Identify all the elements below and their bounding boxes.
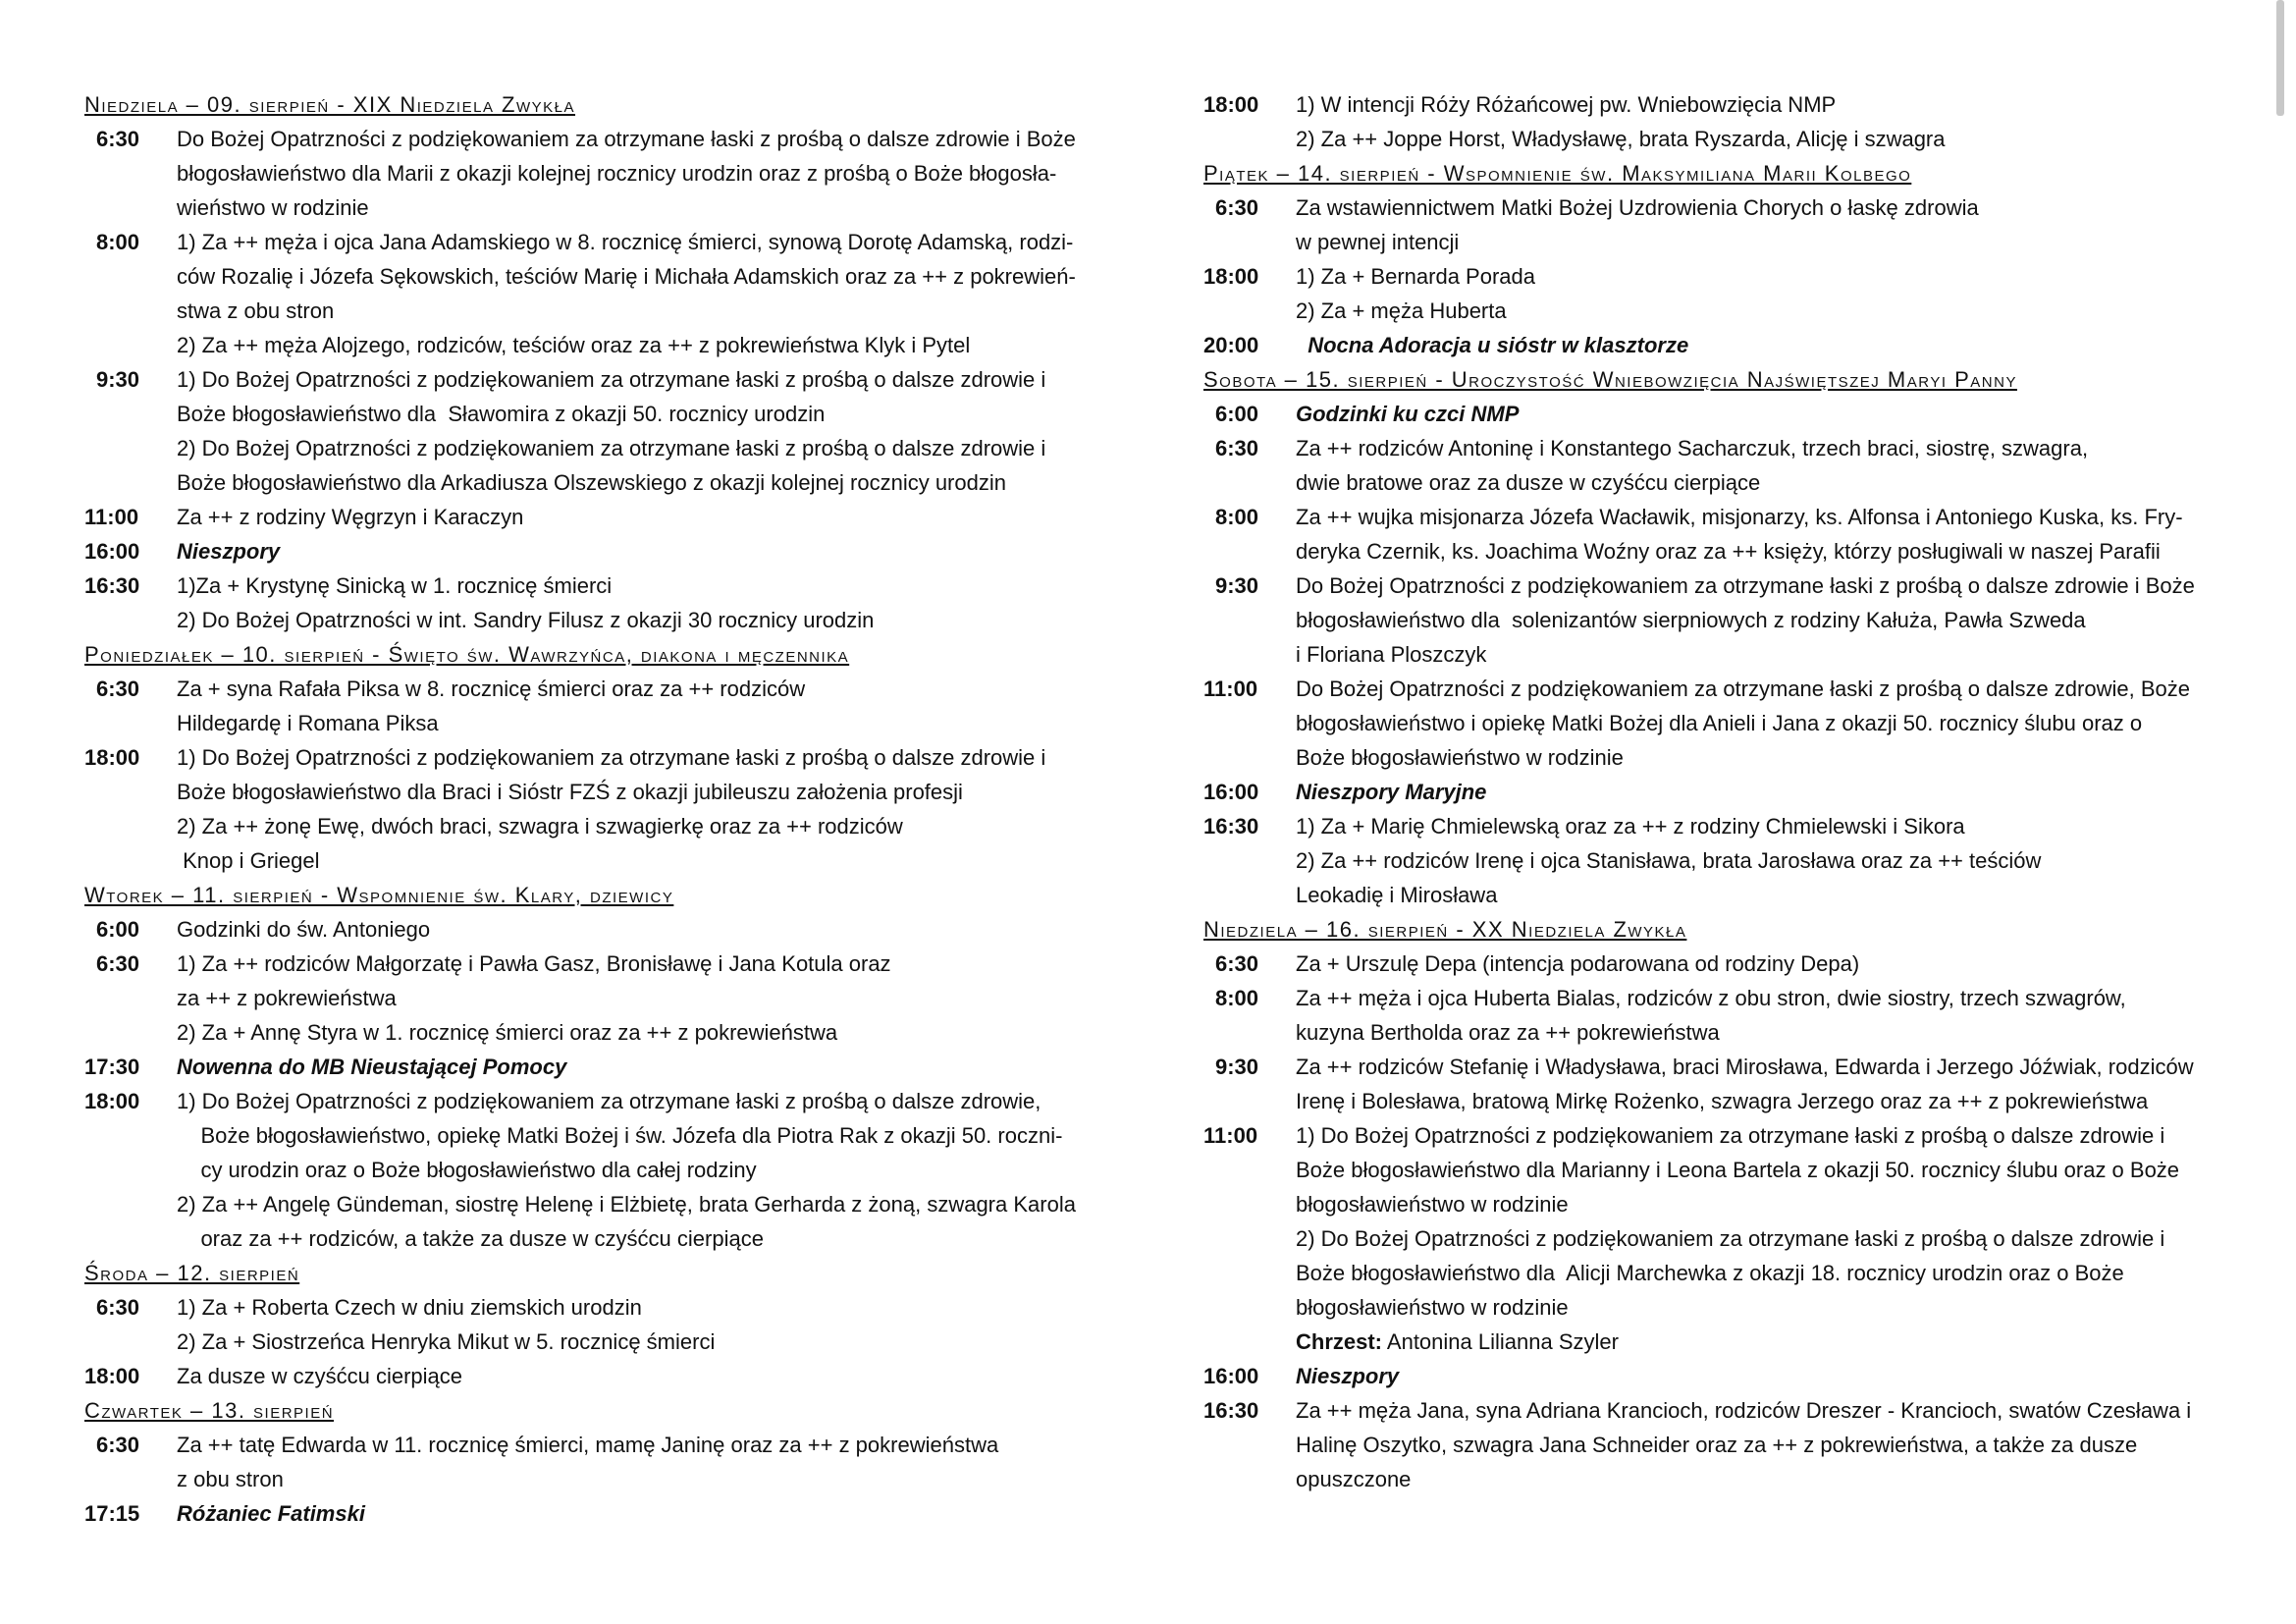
mass-intention — [1296, 500, 2222, 568]
mass-time: 6:30 — [96, 677, 140, 701]
mass-entry — [1203, 431, 2222, 500]
mass-entry — [84, 1050, 1105, 1084]
mass-entry — [1203, 328, 2222, 362]
mass-intention — [1296, 87, 2222, 156]
mass-entry — [1203, 87, 2222, 156]
mass-time: 16:00 — [1203, 1364, 1259, 1388]
intention-line: 1) Za + Bernarda Porada — [1296, 264, 1535, 289]
intention-line: 1) Za ++ rodziców Małgorzatę i Pawła Gasz, Bronisławę i Jana Kotula oraz — [177, 951, 891, 976]
mass-entry — [1203, 397, 2222, 431]
baptism-label: Chrzest: — [1296, 1329, 1383, 1354]
mass-intention — [1296, 947, 2222, 981]
mass-time: 6:30 — [96, 951, 140, 976]
mass-intention — [1296, 672, 2222, 775]
intention-line: opuszczone — [1296, 1467, 1412, 1491]
mass-entry — [1203, 809, 2222, 912]
intention-line: błogosławieństwo w rodzinie — [1296, 1192, 1569, 1217]
intention-line: Boże błogosławieństwo w rodzinie — [1296, 745, 1624, 770]
intention-line: Za ++ rodziców Antoninę i Konstantego Sacharczuk, trzech braci, siostrę, szwagra, — [1296, 436, 2089, 460]
mass-entry — [1203, 568, 2222, 672]
intention-line: wieństwo w rodzinie — [177, 195, 369, 220]
mass-entry — [1203, 1393, 2222, 1496]
mass-entry — [1203, 1118, 2222, 1359]
intention-line: 1) Za + Roberta Czech w dniu ziemskich urodzin — [177, 1295, 642, 1320]
mass-time: 8:00 — [96, 230, 140, 254]
day-header: Środa – 12. sierpień — [84, 1261, 300, 1285]
day-header: Wtorek – 11. sierpień - Wspomnienie św. Klary, dziewicy — [84, 883, 674, 907]
intention-line: 2) Do Bożej Opatrzności z podziękowaniem za otrzymane łaski z prośbą o dalsze zdrowie i — [1296, 1226, 2165, 1251]
intention-line: Nieszpory — [1296, 1364, 1400, 1388]
baptism-name: Antonina Lilianna Szyler — [1382, 1329, 1619, 1354]
mass-intention — [1296, 1393, 2222, 1496]
mass-entry — [1203, 259, 2222, 328]
intention-line: Różaniec Fatimski — [177, 1501, 365, 1526]
mass-intention — [1296, 568, 2222, 672]
mass-intention — [1296, 397, 2222, 431]
mass-time: 18:00 — [84, 1089, 140, 1113]
intention-line: Za ++ męża Jana, syna Adriana Krancioch, rodziców Dreszer - Krancioch, swatów Czesława i — [1296, 1398, 2192, 1423]
mass-intention — [177, 225, 1105, 362]
mass-intention — [1296, 1050, 2222, 1118]
right-column — [1203, 87, 2222, 1496]
mass-intention — [177, 500, 1105, 534]
mass-entry — [1203, 1359, 2222, 1393]
intention-line: 1) Za + Marię Chmielewską oraz za ++ z rodziny Chmielewski i Sikora — [1296, 814, 1965, 839]
mass-time: 16:30 — [84, 573, 140, 598]
intention-line: 1) Do Bożej Opatrzności z podziękowaniem za otrzymane łaski z prośbą o dalsze zdrowie i — [1296, 1123, 2165, 1148]
intention-line: Godzinki do św. Antoniego — [177, 917, 431, 942]
intention-line: dwie bratowe oraz za dusze w czyśćcu cierpiące — [1296, 470, 1761, 495]
left-column — [84, 87, 1105, 1531]
mass-time: 16:30 — [1203, 1398, 1259, 1423]
mass-time: 18:00 — [1203, 92, 1259, 117]
mass-time: 9:30 — [1215, 573, 1259, 598]
mass-intention — [1296, 1118, 2222, 1359]
day-header: Piątek – 14. sierpień - Wspomnienie św. Maksymiliana Marii Kolbego — [1203, 161, 1912, 186]
intention-line: Za + Urszulę Depa (intencja podarowana od rodziny Depa) — [1296, 951, 1860, 976]
intention-line: Nieszpory — [177, 539, 281, 564]
intention-line: Do Bożej Opatrzności z podziękowaniem za otrzymane łaski z prośbą o dalsze zdrowie i Boże — [177, 127, 1076, 151]
mass-intention — [177, 362, 1105, 500]
mass-entry — [84, 1359, 1105, 1393]
intention-line: błogosławieństwo w rodzinie — [1296, 1295, 1569, 1320]
intention-line: z obu stron — [177, 1467, 284, 1491]
mass-time: 16:00 — [84, 539, 140, 564]
intention-line: 2) Do Bożej Opatrzności z podziękowaniem za otrzymane łaski z prośbą o dalsze zdrowie i — [177, 436, 1046, 460]
mass-intention — [177, 912, 1105, 947]
intention-line: 2) Za + męża Huberta — [1296, 298, 1507, 323]
intention-line: Za ++ męża i ojca Huberta Bialas, rodziców z obu stron, dwie siostry, trzech szwagrów, — [1296, 986, 2126, 1010]
mass-entry — [1203, 1050, 2222, 1118]
mass-entry — [1203, 672, 2222, 775]
day-header: Niedziela – 09. sierpień - XIX Niedziela Zwykła — [84, 92, 576, 117]
intention-line: Halinę Oszytko, szwagra Jana Schneider oraz za ++ z pokrewieństwa, a także za dusze — [1296, 1433, 2138, 1457]
mass-time: 11:00 — [84, 505, 139, 529]
intention-line: 1) Za ++ męża i ojca Jana Adamskiego w 8. rocznicę śmierci, synową Dorotę Adamską, rodzi- — [177, 230, 1074, 254]
mass-intention — [177, 1084, 1105, 1256]
intention-line: Do Bożej Opatrzności z podziękowaniem za otrzymane łaski z prośbą o dalsze zdrowie, Boże — [1296, 677, 2190, 701]
mass-intention — [1296, 1359, 2222, 1393]
mass-entry — [84, 947, 1105, 1050]
mass-intention — [1296, 259, 2222, 328]
intention-line: Za ++ tatę Edwarda w 11. rocznicę śmierci, mamę Janinę oraz za ++ z pokrewieństwa — [177, 1433, 999, 1457]
intention-line: Boże błogosławieństwo dla Arkadiusza Olszewskiego z okazji kolejnej rocznicy urodzin — [177, 470, 1006, 495]
mass-time: 6:30 — [96, 1433, 140, 1457]
mass-time: 11:00 — [1203, 1123, 1258, 1148]
mass-intention — [177, 1428, 1105, 1496]
mass-time: 6:30 — [1215, 195, 1259, 220]
mass-intention — [177, 740, 1105, 878]
intention-line: Boże błogosławieństwo dla Braci i Sióstr FZŚ z okazji jubileuszu założenia profesji — [177, 780, 963, 804]
mass-entry — [84, 1496, 1105, 1531]
intention-line: 2) Do Bożej Opatrzności w int. Sandry Filusz z okazji 30 rocznicy urodzin — [177, 608, 875, 632]
mass-intention — [177, 122, 1105, 225]
mass-entry — [84, 362, 1105, 500]
mass-intention — [177, 1496, 1105, 1531]
intention-line: błogosławieństwo dla solenizantów sierpniowych z rodziny Kałuża, Pawła Szweda — [1296, 608, 2086, 632]
mass-intention — [177, 1359, 1105, 1393]
intention-line: Knop i Griegel — [177, 848, 320, 873]
mass-time: 17:15 — [84, 1501, 140, 1526]
mass-time: 6:30 — [1215, 436, 1259, 460]
mass-intention — [177, 1050, 1105, 1084]
mass-time: 16:30 — [1203, 814, 1259, 839]
intention-line: 1) Do Bożej Opatrzności z podziękowaniem za otrzymane łaski z prośbą o dalsze zdrowie, — [177, 1089, 1041, 1113]
mass-time: 18:00 — [84, 1364, 140, 1388]
intention-line: Za ++ wujka misjonarza Józefa Wacławik, misjonarzy, ks. Alfonsa i Antoniego Kuska, ks. Fry- — [1296, 505, 2183, 529]
intention-line: Nieszpory Maryjne — [1296, 780, 1487, 804]
intention-line: Do Bożej Opatrzności z podziękowaniem za otrzymane łaski z prośbą o dalsze zdrowie i Boże — [1296, 573, 2195, 598]
mass-time: 17:30 — [84, 1055, 140, 1079]
mass-entry — [1203, 190, 2222, 259]
mass-time: 6:30 — [1215, 951, 1259, 976]
intention-line: 1)Za + Krystynę Sinicką w 1. rocznicę śmierci — [177, 573, 613, 598]
intention-line: Hildegardę i Romana Piksa — [177, 711, 439, 735]
mass-entry — [1203, 947, 2222, 981]
mass-entry — [84, 534, 1105, 568]
mass-time: 20:00 — [1203, 333, 1259, 357]
day-header: Sobota – 15. sierpień - Uroczystość Wniebowzięcia Najświętszej Maryi Panny — [1203, 367, 2017, 392]
mass-time: 9:30 — [96, 367, 140, 392]
intention-line: 2) Za ++ rodziców Irenę i ojca Stanisława, brata Jarosława oraz za ++ teściów — [1296, 848, 2042, 873]
mass-intention — [1296, 431, 2222, 500]
day-header: Poniedziałek – 10. sierpień - Święto św. Wawrzyńca, diakona i męczennika — [84, 642, 850, 667]
day-header: Czwartek – 13. sierpień — [84, 1398, 335, 1423]
mass-time: 9:30 — [1215, 1055, 1259, 1079]
mass-intention — [1296, 775, 2222, 809]
mass-intention — [177, 1290, 1105, 1359]
intention-line: za ++ z pokrewieństwa — [177, 986, 397, 1010]
intention-line: 2) Za ++ Angelę Gündeman, siostrę Helenę i Elżbietę, brata Gerharda z żoną, szwagra Karola — [177, 1192, 1076, 1217]
mass-intention — [1296, 981, 2222, 1050]
intention-line: Nowenna do MB Nieustającej Pomocy — [177, 1055, 567, 1079]
intention-line: Irenę i Bolesława, bratową Mirkę Rożenko, szwagra Jerzego oraz za ++ z pokrewieństwa — [1296, 1089, 2149, 1113]
mass-time: 11:00 — [1203, 677, 1258, 701]
intention-line: Leokadię i Mirosława — [1296, 883, 1498, 907]
mass-time: 18:00 — [84, 745, 140, 770]
intention-line: Boże błogosławieństwo, opiekę Matki Bożej i św. Józefa dla Piotra Rak z okazji 50. roczni- — [177, 1123, 1063, 1148]
intention-line: deryka Czernik, ks. Joachima Woźny oraz za ++ księży, którzy posługiwali w naszej Parafii — [1296, 539, 2161, 564]
intention-line: Nocna Adoracja u sióstr w klasztorze — [1296, 333, 1689, 357]
intention-line: 2) Za ++ żonę Ewę, dwóch braci, szwagra i szwagierkę oraz za ++ rodziców — [177, 814, 903, 839]
mass-time: 8:00 — [1215, 505, 1259, 529]
mass-intention — [177, 672, 1105, 740]
mass-entry — [84, 568, 1105, 637]
intention-line: Za dusze w czyśćcu cierpiące — [177, 1364, 462, 1388]
mass-time: 6:00 — [1215, 402, 1259, 426]
mass-entry — [84, 912, 1105, 947]
intention-line: Boże błogosławieństwo dla Sławomira z okazji 50. rocznicy urodzin — [177, 402, 826, 426]
intention-line: Boże błogosławieństwo dla Marianny i Leona Bartela z okazji 50. rocznicy ślubu oraz o Boże — [1296, 1158, 2180, 1182]
intention-line: oraz za ++ rodziców, a także za dusze w czyśćcu cierpiące — [177, 1226, 764, 1251]
mass-entry — [84, 1428, 1105, 1496]
intention-line: ców Rozalię i Józefa Sękowskich, teściów Marię i Michała Adamskich oraz za ++ z pokrewień- — [177, 264, 1076, 289]
baptism-line — [1296, 1325, 2222, 1359]
intention-line: stwa z obu stron — [177, 298, 335, 323]
intention-line: Boże błogosławieństwo dla Alicji Marchewka z okazji 18. rocznicy urodzin oraz o Boże — [1296, 1261, 2124, 1285]
mass-intention — [1296, 328, 2222, 362]
mass-time: 6:30 — [96, 1295, 140, 1320]
mass-entry — [84, 225, 1105, 362]
intention-line: Za + syna Rafała Piksa w 8. rocznicę śmierci oraz za ++ rodziców — [177, 677, 806, 701]
intention-line: kuzyna Bertholda oraz za ++ pokrewieństwa — [1296, 1020, 1720, 1045]
mass-intention — [177, 947, 1105, 1050]
intention-line: 1) W intencji Róży Różańcowej pw. Wniebowzięcia NMP — [1296, 92, 1837, 117]
intention-line: Za ++ z rodziny Węgrzyn i Karaczyn — [177, 505, 524, 529]
mass-time: 8:00 — [1215, 986, 1259, 1010]
mass-time: 18:00 — [1203, 264, 1259, 289]
intention-line: 2) Za + Siostrzeńca Henryka Mikut w 5. rocznicę śmierci — [177, 1329, 716, 1354]
intention-line: w pewnej intencji — [1296, 230, 1460, 254]
mass-entry — [1203, 500, 2222, 568]
intention-line: 1) Do Bożej Opatrzności z podziękowaniem za otrzymane łaski z prośbą o dalsze zdrowie i — [177, 367, 1046, 392]
mass-entry — [84, 500, 1105, 534]
intention-line: błogosławieństwo dla Marii z okazji kolejnej rocznicy urodzin oraz z prośbą o Boże błogosła- — [177, 161, 1057, 186]
intention-line: cy urodzin oraz o Boże błogosławieństwo dla całej rodziny — [177, 1158, 757, 1182]
intention-line: 2) Za ++ męża Alojzego, rodziców, teściów oraz za ++ z pokrewieństwa Klyk i Pytel — [177, 333, 971, 357]
intention-line: 2) Za ++ Joppe Horst, Władysławę, brata Ryszarda, Alicję i szwagra — [1296, 127, 1946, 151]
intention-line: i Floriana Ploszczyk — [1296, 642, 1487, 667]
mass-intention — [177, 534, 1105, 568]
mass-intention — [177, 568, 1105, 637]
mass-entry — [84, 672, 1105, 740]
mass-entry — [1203, 775, 2222, 809]
mass-time: 6:30 — [96, 127, 140, 151]
mass-time: 6:00 — [96, 917, 140, 942]
mass-entry — [84, 740, 1105, 878]
mass-entry — [84, 1290, 1105, 1359]
mass-entry — [84, 1084, 1105, 1256]
mass-intention — [1296, 190, 2222, 259]
intention-line: Za ++ rodziców Stefanię i Władysława, braci Mirosława, Edwarda i Jerzego Jóźwiak, rodziców — [1296, 1055, 2194, 1079]
day-header: Niedziela – 16. sierpień - XX Niedziela Zwykła — [1203, 917, 1687, 942]
mass-entry — [84, 122, 1105, 225]
intention-line: 1) Do Bożej Opatrzności z podziękowaniem za otrzymane łaski z prośbą o dalsze zdrowie i — [177, 745, 1046, 770]
mass-intention — [1296, 809, 2222, 912]
mass-time: 16:00 — [1203, 780, 1259, 804]
intention-line: 2) Za + Annę Styra w 1. rocznicę śmierci oraz za ++ z pokrewieństwa — [177, 1020, 838, 1045]
scrollbar[interactable] — [2276, 0, 2284, 116]
intention-line: Godzinki ku czci NMP — [1296, 402, 1520, 426]
intention-line: błogosławieństwo i opiekę Matki Bożej dla Anieli i Jana z okazji 50. rocznicy ślubu oraz o — [1296, 711, 2143, 735]
intention-line: Za wstawiennictwem Matki Bożej Uzdrowienia Chorych o łaskę zdrowia — [1296, 195, 1979, 220]
mass-entry — [1203, 981, 2222, 1050]
